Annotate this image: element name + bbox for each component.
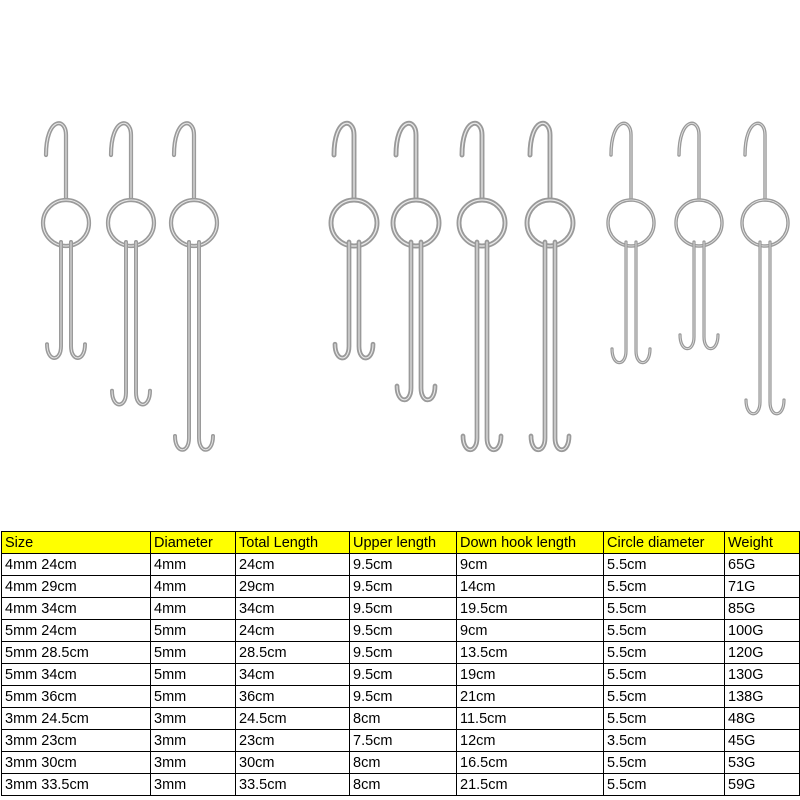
cell-down-hook-length: 11.5cm [457, 708, 604, 730]
cell-total-length: 29cm [236, 576, 350, 598]
table-header-row [2, 532, 800, 554]
hook-item [459, 123, 505, 449]
cell-down-hook-length: 14cm [457, 576, 604, 598]
cell-circle-diameter: 3.5cm [604, 730, 725, 752]
cell-down-hook-length: 21.5cm [457, 774, 604, 796]
cell-total-length: 34cm [236, 664, 350, 686]
cell-diameter: 5mm [151, 686, 236, 708]
column-header-down-hook-length: Down hook length [457, 532, 604, 554]
cell-diameter: 3mm [151, 708, 236, 730]
hook-item [43, 123, 89, 358]
cell-size: 4mm 34cm [2, 598, 151, 620]
cell-size: 4mm 29cm [2, 576, 151, 598]
hook-item [527, 123, 573, 449]
table-row [2, 620, 800, 642]
cell-upper-length: 9.5cm [350, 576, 457, 598]
cell-circle-diameter: 5.5cm [604, 708, 725, 730]
table-row [2, 664, 800, 686]
column-header-diameter: Diameter [151, 532, 236, 554]
column-header-upper-length: Upper length [350, 532, 457, 554]
spec-table [1, 531, 800, 796]
hook-item [108, 123, 154, 404]
cell-weight: 48G [725, 708, 800, 730]
cell-down-hook-length: 19cm [457, 664, 604, 686]
column-header-weight: Weight [725, 532, 800, 554]
cell-diameter: 3mm [151, 752, 236, 774]
table-row [2, 686, 800, 708]
hook-item [676, 123, 722, 348]
cell-circle-diameter: 5.5cm [604, 774, 725, 796]
cell-upper-length: 8cm [350, 774, 457, 796]
hook-item [331, 123, 377, 358]
cell-total-length: 24.5cm [236, 708, 350, 730]
table-row [2, 708, 800, 730]
cell-total-length: 24cm [236, 554, 350, 576]
cell-circle-diameter: 5.5cm [604, 598, 725, 620]
cell-down-hook-length: 16.5cm [457, 752, 604, 774]
cell-total-length: 34cm [236, 598, 350, 620]
cell-down-hook-length: 13.5cm [457, 642, 604, 664]
cell-size: 5mm 28.5cm [2, 642, 151, 664]
cell-circle-diameter: 5.5cm [604, 664, 725, 686]
cell-diameter: 4mm [151, 554, 236, 576]
cell-diameter: 5mm [151, 642, 236, 664]
cell-upper-length: 9.5cm [350, 664, 457, 686]
cell-size: 3mm 30cm [2, 752, 151, 774]
cell-diameter: 5mm [151, 664, 236, 686]
cell-circle-diameter: 5.5cm [604, 554, 725, 576]
cell-size: 3mm 33.5cm [2, 774, 151, 796]
cell-total-length: 23cm [236, 730, 350, 752]
cell-total-length: 28.5cm [236, 642, 350, 664]
hook-item [393, 123, 439, 399]
cell-down-hook-length: 12cm [457, 730, 604, 752]
cell-down-hook-length: 21cm [457, 686, 604, 708]
cell-circle-diameter: 5.5cm [604, 576, 725, 598]
column-header-size: Size [2, 532, 151, 554]
cell-down-hook-length: 9cm [457, 554, 604, 576]
cell-diameter: 4mm [151, 576, 236, 598]
cell-weight: 100G [725, 620, 800, 642]
cell-upper-length: 9.5cm [350, 598, 457, 620]
cell-size: 3mm 23cm [2, 730, 151, 752]
table-row [2, 774, 800, 796]
cell-total-length: 30cm [236, 752, 350, 774]
cell-weight: 53G [725, 752, 800, 774]
cell-weight: 85G [725, 598, 800, 620]
table-row [2, 598, 800, 620]
cell-upper-length: 8cm [350, 708, 457, 730]
cell-weight: 45G [725, 730, 800, 752]
cell-total-length: 36cm [236, 686, 350, 708]
cell-circle-diameter: 5.5cm [604, 752, 725, 774]
cell-diameter: 3mm [151, 774, 236, 796]
cell-diameter: 3mm [151, 730, 236, 752]
cell-circle-diameter: 5.5cm [604, 620, 725, 642]
table-row [2, 752, 800, 774]
cell-size: 5mm 36cm [2, 686, 151, 708]
table-row [2, 642, 800, 664]
cell-circle-diameter: 5.5cm [604, 686, 725, 708]
cell-diameter: 5mm [151, 620, 236, 642]
cell-size: 5mm 34cm [2, 664, 151, 686]
cell-weight: 65G [725, 554, 800, 576]
table-row [2, 730, 800, 752]
cell-upper-length: 9.5cm [350, 642, 457, 664]
cell-upper-length: 7.5cm [350, 730, 457, 752]
hook-item [171, 123, 217, 449]
cell-size: 5mm 24cm [2, 620, 151, 642]
table-row [2, 554, 800, 576]
cell-size: 4mm 24cm [2, 554, 151, 576]
column-header-circle-diameter: Circle diameter [604, 532, 725, 554]
cell-weight: 120G [725, 642, 800, 664]
cell-diameter: 4mm [151, 598, 236, 620]
cell-upper-length: 8cm [350, 752, 457, 774]
hook-item [608, 123, 654, 362]
cell-total-length: 24cm [236, 620, 350, 642]
cell-total-length: 33.5cm [236, 774, 350, 796]
table-row [2, 576, 800, 598]
hook-item [742, 123, 788, 413]
cell-circle-diameter: 5.5cm [604, 642, 725, 664]
cell-down-hook-length: 19.5cm [457, 598, 604, 620]
cell-weight: 59G [725, 774, 800, 796]
cell-upper-length: 9.5cm [350, 686, 457, 708]
cell-down-hook-length: 9cm [457, 620, 604, 642]
cell-upper-length: 9.5cm [350, 620, 457, 642]
cell-size: 3mm 24.5cm [2, 708, 151, 730]
column-header-total-length: Total Length [236, 532, 350, 554]
cell-weight: 130G [725, 664, 800, 686]
cell-weight: 71G [725, 576, 800, 598]
cell-weight: 138G [725, 686, 800, 708]
cell-upper-length: 9.5cm [350, 554, 457, 576]
